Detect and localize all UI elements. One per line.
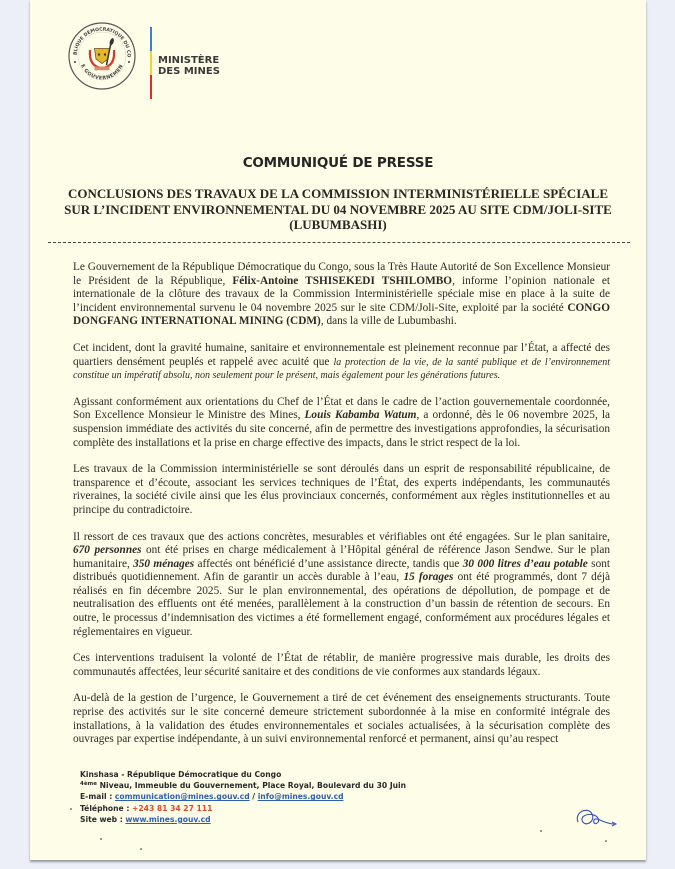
paragraph-3: Agissant conformément aux orientations du Chef de l’État et dans le cadre de l’action gouvernementale coordonnée, Son Excellence Monsieur le Ministre des Mines, Louis Kabamba Watum, a ordonné, dès le 06 novembre 2025, la suspension immédiate des activités du site concerné, afin de permettre des investigations approfondies, la sécurisation complète des installations et la prise en charge effective des impacts, dans le strict respect de la loi. (73, 395, 610, 449)
minister-name: Louis Kabamba Watum (304, 409, 417, 422)
flag-color-bar (150, 27, 152, 99)
svg-text:LE GOUVERNEMENT: E GOUVERNEMEN (79, 63, 125, 82)
stat-boreholes: 15 forages (403, 571, 454, 584)
president-name: Félix-Antoine TSHISEKEDI TSHILOMBO (232, 274, 453, 287)
ministry-name (158, 55, 220, 77)
footer-email: E-mail : communication@mines.gouv.cd / info@mines.gouv.cd (80, 792, 344, 802)
footer-website: Site web : www.mines.gouv.cd (80, 814, 211, 824)
document-body (73, 261, 610, 747)
document-subtitle: CONCLUSIONS DES TRAVAUX DE LA COMMISSION INTERMINISTÉRIELLE SPÉCIALE SUR L’INCIDENT ENVIRONNEMENTAL DU 04 NOVEMBRE 2025 AU SITE CDM/JOLI-SITE (LUBUMBASHI) (64, 186, 612, 232)
phone-number: +243 81 34 27 111 (132, 803, 213, 813)
government-seal-icon (66, 20, 138, 92)
document-page (30, 0, 646, 860)
paper-speck (100, 838, 102, 840)
stat-water-liters: 30 000 litres d’eau potable (462, 557, 588, 570)
website-link[interactable]: www.mines.gouv.cd (125, 814, 211, 824)
paragraph-5: Il ressort de ces travaux que des actions concrètes, mesurables et vérifiables ont été engagées. Sur le plan sanitaire, 670 personnes ont été prises en charge médicalement à l’Hôpital général de référence Jason Sendwe. Sur le plan humanitaire, 350 ménages affectés ont bénéficié d’une assistance directe, tandis que 30 000 litres d’eau potable sont distribués quotidiennement. Afin de garantir un accès durable à l’eau, 15 forages ont été programmés, dont 7 déjà réalisés en fin décembre 2025. Sur le plan environnemental, des opérations de dépollution, de pompage et de neutralisation des effluents ont été menées, parallèlement à la construction d’un bassin de rétention de secours. En outre, le processus d’indemnisation des victimes a été formellement engagé, conformément aux procédures légales et réglementaires en vigueur. (73, 530, 610, 638)
paper-speck (140, 848, 142, 850)
flag-bar-red (150, 75, 152, 99)
paragraph-1: Le Gouvernement de la République Démocratique du Congo, sous la Très Haute Autorité de Son Excellence Monsieur le Président de la République, Félix-Antoine TSHISEKEDI TSHILOMBO, informe l’opinion nationale et internationale de la clôture des travaux de la Commission Interministérielle spéciale mise en place à la suite de l’incident environnemental survenu le 04 novembre 2025 sur le site CDM/Joli-Site, exploité par la société CONGO DONGFANG INTERNATIONAL MINING (CDM), dans la ville de Lubumbashi. (73, 261, 610, 328)
email-link-info[interactable]: info@mines.gouv.cd (257, 792, 344, 802)
paper-speck (605, 840, 607, 842)
company-name: CONGO DONGFANG INTERNATIONAL MINING (CDM) (73, 301, 610, 328)
footer-city: Kinshasa - République Démocratique du Congo (80, 770, 282, 779)
ministry-line-1: MINISTÈRE (158, 55, 220, 66)
document-type-title: COMMUNIQUÉ DE PRESSE (242, 155, 434, 171)
paper-speck (540, 830, 542, 832)
svg-text:RÉPUBLIQUE DÉMOCRATIQUE DU CON: BLIQUE DÉMOCRATIQUE DU CO (73, 27, 131, 58)
stat-households: 350 ménages (133, 557, 195, 570)
dashed-divider (48, 242, 630, 243)
email-link-communication[interactable]: communication@mines.gouv.cd (114, 792, 250, 802)
paragraph-2: Cet incident, dont la gravité humaine, sanitaire et environnementale est pleinement reconnue par l’État, a affecté des quartiers densément peuplés et rappelé avec acuité que la protection de la vie, de la santé publique et de l’environnement constitue un impératif absolu, non seulement pour le présent, mais également pour les générations futures. (73, 341, 610, 382)
flag-bar-yellow (150, 51, 152, 75)
footer-phone: Téléphone : +243 81 34 27 111 (80, 803, 213, 813)
flag-bar-blue (150, 27, 152, 51)
signature-icon (570, 804, 630, 834)
ministry-line-2: DES MINES (158, 66, 220, 77)
contact-footer (80, 769, 406, 825)
paragraph-4: Les travaux de la Commission interministérielle se sont déroulés dans un esprit de responsabilité républicaine, de transparence et d’écoute, associant les services techniques de l’État, des experts indépendants, les communautés riveraines, la société civile ainsi que les élus provinciaux concernés, conformément aux règles institutionnelles et au principe du contradictoire. (73, 463, 610, 516)
footer-address: $^{4ème}$ Niveau, Immeuble du Gouvernement, Place Royal, Boulevard du 30 Juin (80, 781, 407, 791)
paper-speck (70, 808, 72, 810)
paragraph-6: Ces interventions traduisent la volonté de l’État de rétablir, de manière progressive mais durable, les droits des communautés affectées, leur sécurité sanitaire et des conditions de vie conformes aux standards légaux. (73, 652, 610, 678)
emphasis-quote: la protection de la vie, de la santé publique et de l’environnement constitue un impératif absolu, non seulement pour le présent, mais également pour les générations futures. (73, 356, 610, 382)
paragraph-7: Au-delà de la gestion de l’urgence, le Gouvernement a tiré de cet événement des enseignements structurants. Toute reprise des activités sur le site concerné demeure strictement subordonnée à la mise en conformité intégrale des installations, à la validation des études environnementales et sociales actualisées, à la sécurisation complète des ouvrages par expertise indépendante, à un suivi environnemental renforcé et permanent, ainsi qu’au respect (73, 692, 610, 746)
stat-persons: 670 personnes (73, 544, 142, 557)
